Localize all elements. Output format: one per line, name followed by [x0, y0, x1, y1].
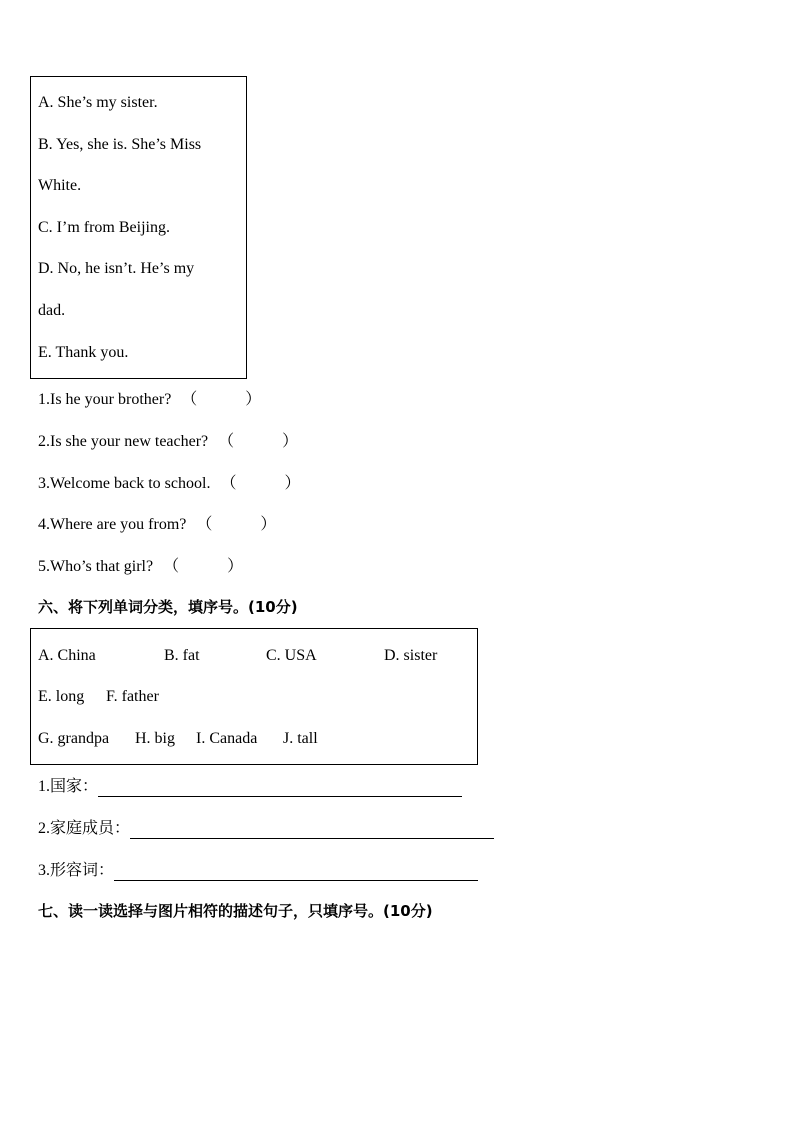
question-3	[38, 474, 300, 494]
question-text: 1.Is he your brother?	[38, 391, 172, 408]
word-d: D. sister	[384, 647, 438, 664]
option-e: E. Thank you.	[38, 344, 129, 361]
question-text: 2.Is she your new teacher?	[38, 433, 209, 450]
question-4	[38, 515, 276, 535]
section-7-heading: 七、读一读选择与图片相符的描述句子，只填序号。(10分)	[38, 902, 433, 920]
option-b: B. Yes, she is. She’s Miss	[38, 136, 202, 153]
word-g: G. grandpa	[38, 730, 110, 747]
option-d: D. No, he isn’t. He’s my	[38, 260, 195, 277]
blank-label: 1.国家：	[38, 778, 99, 795]
blank-label: 2.家庭成员：	[38, 820, 131, 837]
blank-adjectives	[38, 861, 478, 881]
word-i: I. Canada	[196, 730, 258, 747]
option-b-continued: White.	[38, 177, 82, 194]
word-j: J. tall	[283, 730, 318, 747]
section-6-heading: 六、将下列单词分类，填序号。(10分)	[38, 598, 298, 616]
answer-bracket[interactable]: （ ）	[181, 391, 262, 408]
question-text: 3.Welcome back to school.	[38, 475, 211, 492]
answer-bracket[interactable]: （ ）	[163, 558, 244, 575]
question-text: 5.Who’s that girl?	[38, 558, 154, 575]
blank-countries	[38, 777, 462, 797]
answer-line[interactable]	[98, 780, 462, 797]
question-1	[38, 390, 261, 410]
question-text: 4.Where are you from?	[38, 516, 187, 533]
word-a: A. China	[38, 647, 96, 664]
word-c: C. USA	[266, 647, 317, 664]
word-f: F. father	[106, 688, 159, 705]
blank-family	[38, 819, 494, 839]
answer-bracket[interactable]: （ ）	[196, 516, 277, 533]
question-2	[38, 432, 298, 452]
answer-line[interactable]	[114, 864, 478, 881]
answer-bracket[interactable]: （ ）	[220, 475, 301, 492]
option-a: A. She’s my sister.	[38, 94, 158, 111]
word-h: H. big	[135, 730, 175, 747]
answer-line[interactable]	[130, 822, 494, 839]
word-e: E. long	[38, 688, 85, 705]
option-c: C. I’m from Beijing.	[38, 219, 170, 236]
option-d-continued: dad.	[38, 302, 66, 319]
word-b: B. fat	[164, 647, 200, 664]
question-5	[38, 557, 243, 577]
blank-label: 3.形容词：	[38, 862, 115, 879]
answer-bracket[interactable]: （ ）	[218, 433, 299, 450]
